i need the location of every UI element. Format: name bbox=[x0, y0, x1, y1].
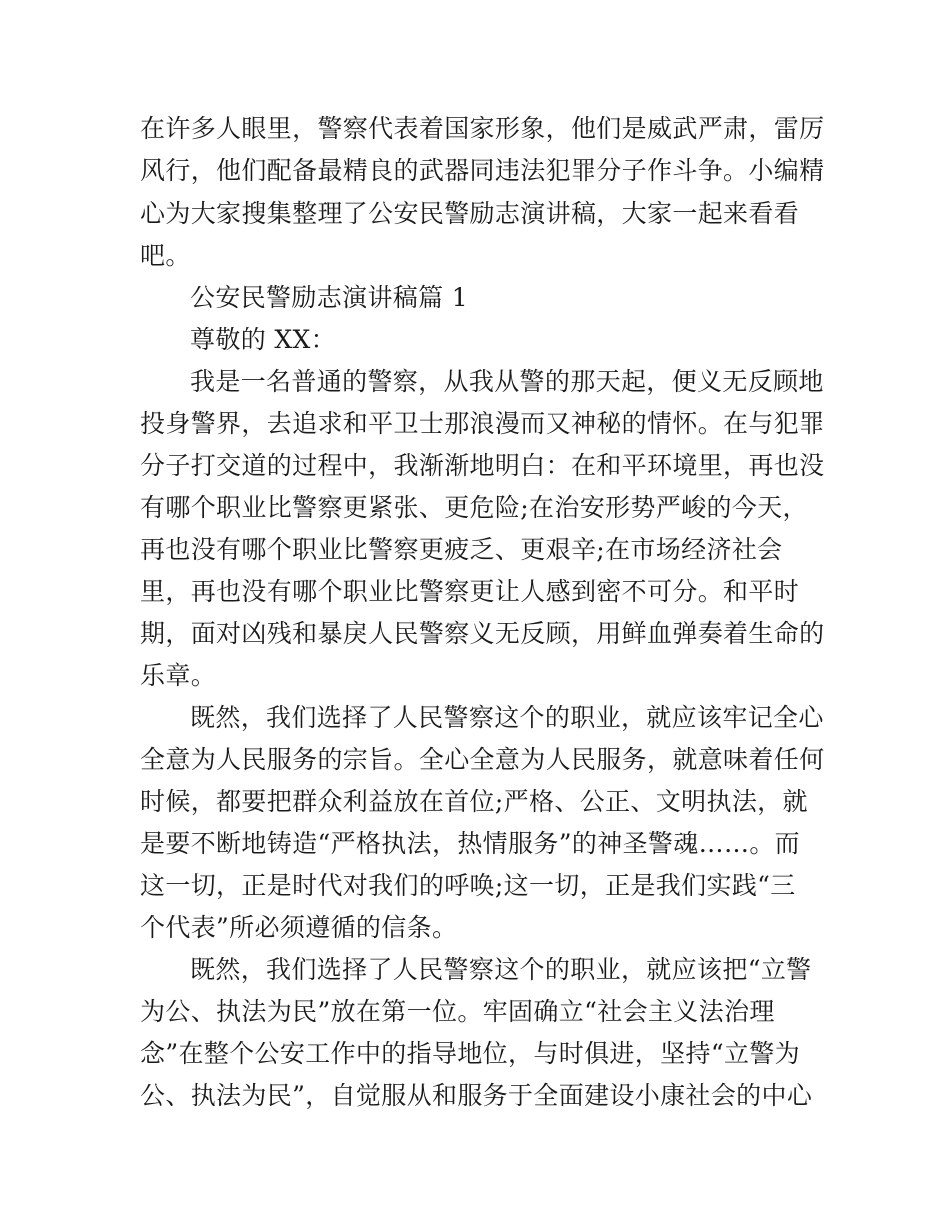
paragraph-3-line-2: 为公、执法为民”放在第一位。牢固确立“社会主义法治理 bbox=[140, 997, 775, 1026]
paragraph-3-line-3: 念”在整个公安工作中的指导地位，与时俱进，坚持“立警为 bbox=[140, 1039, 801, 1068]
paragraph-1-line-5: 再也没有哪个职业比警察更疲乏、更艰辛;在市场经济社会 bbox=[140, 535, 783, 564]
intro-line-3: 心为大家搜集整理了公安民警励志演讲稿，大家一起来看看 bbox=[140, 199, 800, 228]
paragraph-2-line-2: 全意为人民服务的宗旨。全心全意为人民服务，就意味着任何 bbox=[140, 745, 825, 774]
intro-line-2: 风行，他们配备最精良的武器同违法犯罪分子作斗争。小编精 bbox=[140, 156, 825, 185]
paragraph-1-line-2: 投身警界，去追求和平卫士那浪漫而又神秘的情怀。在与犯罪 bbox=[140, 409, 825, 438]
paragraph-3-line-4: 公、执法为民”，自觉服从和服务于全面建设小康社会的中心 bbox=[140, 1081, 813, 1110]
paragraph-2-line-3: 时候，都要把群众利益放在首位;严格、公正、文明执法，就 bbox=[140, 787, 808, 816]
paragraph-1-line-8: 乐章。 bbox=[140, 661, 217, 690]
paragraph-2-line-5: 这一切，正是时代对我们的呼唤;这一切，正是我们实践“三 bbox=[140, 871, 796, 900]
intro-line-4: 吧。 bbox=[140, 241, 191, 270]
paragraph-3-line-1: 既然，我们选择了人民警察这个的职业，就应该把“立警 bbox=[190, 955, 812, 984]
paragraph-1-line-1: 我是一名普通的警察，从我从警的那天起，便义无反顾地 bbox=[190, 367, 824, 396]
salutation: 尊敬的 XX： bbox=[190, 325, 336, 354]
intro-line-1: 在许多人眼里，警察代表着国家形象，他们是威武严肃，雷厉 bbox=[140, 114, 825, 143]
paragraph-2-line-1: 既然，我们选择了人民警察这个的职业，就应该牢记全心 bbox=[190, 703, 824, 732]
paragraph-1-line-3: 分子打交道的过程中，我渐渐地明白：在和平环境里，再也没 bbox=[140, 451, 825, 480]
paragraph-2-line-6: 个代表”所必须遵循的信条。 bbox=[140, 913, 458, 942]
paragraph-1-line-6: 里，再也没有哪个职业比警察更让人感到密不可分。和平时 bbox=[140, 577, 800, 606]
paragraph-1-line-7: 期，面对凶残和暴戾人民警察义无反顾，用鲜血弹奏着生命的 bbox=[140, 619, 825, 648]
section-title: 公安民警励志演讲稿篇 1 bbox=[190, 283, 469, 312]
paragraph-1-line-4: 有哪个职业比警察更紧张、更危险;在治安形势严峻的今天， bbox=[140, 493, 808, 522]
paragraph-2-line-4: 是要不断地铸造“严格执法，热情服务”的神圣警魂……。而 bbox=[140, 829, 801, 858]
